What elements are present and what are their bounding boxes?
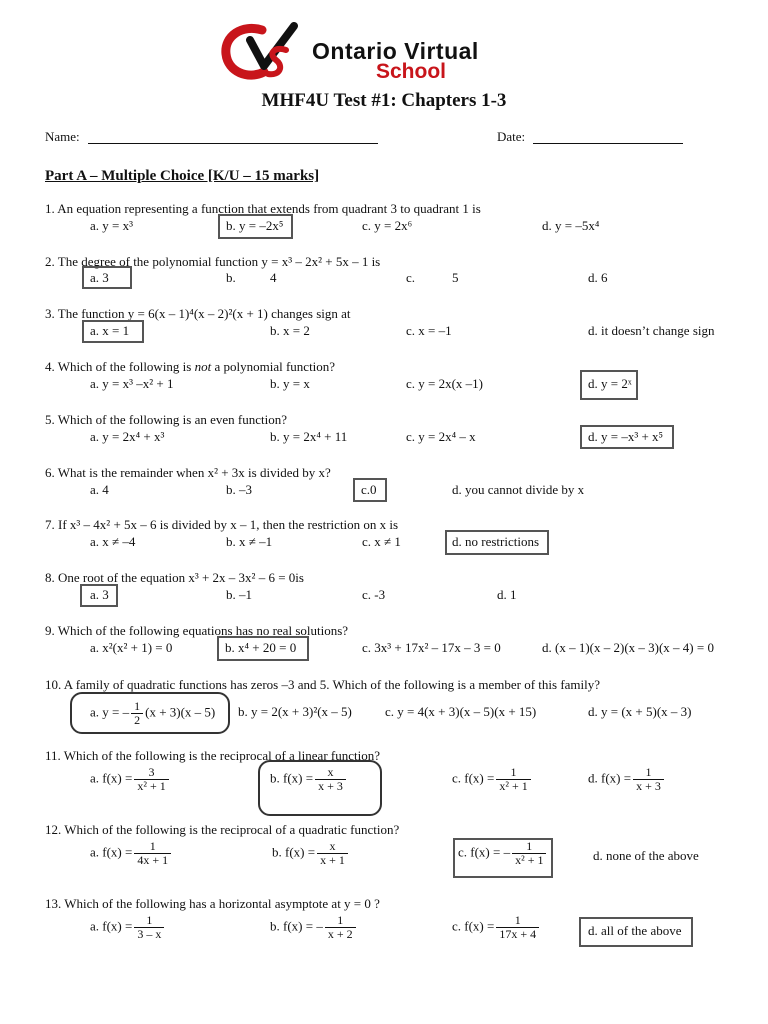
q5-option-d[interactable]: d. y = –x³ + x⁵ xyxy=(588,429,664,444)
q1-option-c[interactable]: c. y = 2x⁶ xyxy=(362,218,413,233)
q7-option-a[interactable]: a. x ≠ –4 xyxy=(90,534,136,549)
q12-c-den: x² + 1 xyxy=(512,853,546,867)
q11-d-fraction xyxy=(633,766,664,793)
q12-b-pre: b. f(x) = xyxy=(272,844,316,860)
q6-option-d[interactable]: d. you cannot divide by x xyxy=(452,482,585,497)
q8-stem: 8. One root of the equation x³ + 2x – 3x² – 6 = 0is xyxy=(45,570,304,585)
q1-option-d[interactable]: d. y = –5x⁴ xyxy=(542,218,600,233)
q11-stem: 11. Which of the following is the reciprocal of a linear function? xyxy=(45,748,380,763)
q5-option-c[interactable]: c. y = 2x⁴ – x xyxy=(406,429,476,444)
q12-b-num: x xyxy=(329,839,336,853)
q13-c-num: 1 xyxy=(514,913,521,927)
q3-stem: 3. The function y = 6(x – 1)⁴(x – 2)²(x + 1) changes sign at xyxy=(45,306,351,321)
q10-option-b[interactable]: b. y = 2(x + 3)²(x – 5) xyxy=(238,704,352,719)
q12-option-d[interactable]: d. none of the above xyxy=(593,848,699,863)
q13-a-fraction xyxy=(134,914,164,941)
q4-option-a[interactable]: a. y = x³ –x² + 1 xyxy=(90,376,174,391)
q4-stem xyxy=(45,359,335,375)
q9-stem: 9. Which of the following equations has no real solutions? xyxy=(45,623,349,638)
q3-option-c[interactable]: c. x = –1 xyxy=(406,323,452,338)
q2-option-b-letter[interactable]: b. xyxy=(226,270,236,285)
q13-b-num: 1 xyxy=(337,913,344,927)
q4-stem-before: 4. Which of the following is xyxy=(45,359,195,374)
q11-d-den: x + 3 xyxy=(633,779,664,793)
q2-option-c-value[interactable]: 5 xyxy=(452,270,459,285)
name-label: Name: xyxy=(45,129,80,144)
q13-option-c[interactable] xyxy=(452,914,541,941)
q7-stem: 7. If x³ – 4x² + 5x – 6 is divided by x – 1, then the restriction on x is xyxy=(45,517,399,532)
test-title: MHF4U Test #1: Chapters 1-3 xyxy=(261,90,507,111)
q13-option-b[interactable] xyxy=(270,914,358,941)
logo-line1: Ontario Virtual xyxy=(312,38,479,64)
q13-c-pre: c. f(x) = xyxy=(452,918,495,934)
q2-option-b-value[interactable]: 4 xyxy=(270,270,277,285)
q2-stem: 2. The degree of the polynomial function y = x³ – 2x² + 5x – 1 is xyxy=(45,254,381,269)
logo-line2: School xyxy=(376,60,447,83)
date-label: Date: xyxy=(497,129,526,144)
q11-a-pre: a. f(x) = xyxy=(90,770,133,786)
q11-c-pre: c. f(x) = xyxy=(452,770,495,786)
q11-a-den: x² + 1 xyxy=(134,779,168,793)
name-field[interactable] xyxy=(88,143,378,144)
q9-option-d[interactable]: d. (x – 1)(x – 2)(x – 3)(x – 4) = 0 xyxy=(542,640,714,655)
q8-option-d[interactable]: d. 1 xyxy=(497,587,517,602)
q2-option-a[interactable]: a. 3 xyxy=(90,270,109,285)
q6-option-b[interactable]: b. –3 xyxy=(226,482,252,497)
q4-option-c[interactable]: c. y = 2x(x –1) xyxy=(406,376,484,391)
q13-stem: 13. Which of the following has a horizontal asymptote at y = 0 ? xyxy=(45,896,380,911)
q4-stem-after: a polynomial function? xyxy=(211,359,336,374)
q4-option-b[interactable]: b. y = x xyxy=(270,376,310,391)
q3-option-b[interactable]: b. x = 2 xyxy=(270,323,310,338)
q8-option-a[interactable]: a. 3 xyxy=(90,587,109,602)
q10-a-num: 1 xyxy=(134,699,141,713)
q11-b-pre: b. f(x) = xyxy=(270,770,314,786)
q12-a-pre: a. f(x) = xyxy=(90,844,133,860)
q12-c-num: 1 xyxy=(526,839,533,853)
logo-mark-icon xyxy=(220,22,310,84)
q11-c-num: 1 xyxy=(510,765,517,779)
q11-option-d[interactable] xyxy=(588,766,666,793)
q4-stem-emphasis: not xyxy=(194,359,212,374)
q4-option-d[interactable]: d. y = 2ˣ xyxy=(588,376,632,391)
q5-option-a[interactable]: a. y = 2x⁴ + x³ xyxy=(90,429,165,444)
q5-option-b[interactable]: b. y = 2x⁴ + 11 xyxy=(270,429,348,444)
q1-option-a[interactable]: a. y = x³ xyxy=(90,218,133,233)
q5-stem: 5. Which of the following is an even function? xyxy=(45,412,288,427)
q10-a-post: (x + 3)(x – 5) xyxy=(145,704,216,720)
q12-stem: 12. Which of the following is the reciprocal of a quadratic function? xyxy=(45,822,400,837)
q1-option-b[interactable]: b. y = –2x⁵ xyxy=(226,218,284,233)
q10-a-fraction xyxy=(131,700,143,727)
q12-option-b[interactable] xyxy=(272,840,350,867)
q13-c-den: 17x + 4 xyxy=(496,927,539,941)
q12-c-fraction xyxy=(512,840,546,867)
q11-c-den: x² + 1 xyxy=(496,779,530,793)
q9-option-a[interactable]: a. x²(x² + 1) = 0 xyxy=(90,640,173,655)
q7-option-d[interactable]: d. no restrictions xyxy=(452,534,540,549)
q11-option-c[interactable] xyxy=(452,766,533,793)
q12-option-a[interactable] xyxy=(90,840,173,867)
q1-stem: 1. An equation representing a function that extends from quadrant 3 to quadrant 1 is xyxy=(45,201,481,216)
q11-option-a[interactable] xyxy=(90,766,171,793)
q6-option-a[interactable]: a. 4 xyxy=(90,482,109,497)
q12-a-fraction xyxy=(134,840,171,867)
q11-d-pre: d. f(x) = xyxy=(588,770,632,786)
q11-b-num: x xyxy=(327,765,334,779)
q11-option-b[interactable] xyxy=(270,766,348,793)
q10-option-c[interactable]: c. y = 4(x + 3)(x – 5)(x + 15) xyxy=(385,704,537,719)
q9-option-c[interactable]: c. 3x³ + 17x² – 17x – 3 = 0 xyxy=(362,640,501,655)
q8-option-b[interactable]: b. –1 xyxy=(226,587,252,602)
q13-a-den: 3 – x xyxy=(134,927,164,941)
q7-option-c[interactable]: c. x ≠ 1 xyxy=(362,534,401,549)
q10-stem: 10. A family of quadratic functions has zeros –3 and 5. Which of the following is a member of this family? xyxy=(45,677,601,692)
q12-a-den: 4x + 1 xyxy=(134,853,171,867)
q12-c-pre: c. f(x) = – xyxy=(458,844,511,860)
part-a-heading: Part A – Multiple Choice [K/U – 15 marks] xyxy=(45,168,320,184)
q3-option-d[interactable]: d. it doesn’t change sign xyxy=(588,323,715,338)
q12-b-fraction xyxy=(317,840,348,867)
q12-option-c[interactable] xyxy=(458,840,548,867)
q10-option-a[interactable] xyxy=(90,700,215,727)
q13-a-num: 1 xyxy=(146,913,153,927)
q8-option-c[interactable]: c. -3 xyxy=(362,587,386,602)
q11-a-fraction xyxy=(134,766,168,793)
school-logo xyxy=(220,22,550,84)
q10-option-d[interactable]: d. y = (x + 5)(x – 3) xyxy=(588,704,692,719)
q11-b-fraction xyxy=(315,766,346,793)
q13-option-a[interactable] xyxy=(90,914,166,941)
q11-b-den: x + 3 xyxy=(315,779,346,793)
q11-d-num: 1 xyxy=(645,765,652,779)
q6-stem: 6. What is the remainder when x² + 3x is divided by x? xyxy=(45,465,331,480)
q2-option-d[interactable]: d. 6 xyxy=(588,270,608,285)
q13-b-den: x + 2 xyxy=(325,927,356,941)
q9-option-b[interactable]: b. x⁴ + 20 = 0 xyxy=(225,640,297,655)
q3-option-a[interactable]: a. x = 1 xyxy=(90,323,130,338)
q11-a-num: 3 xyxy=(148,765,155,779)
q13-option-d[interactable]: d. all of the above xyxy=(588,923,682,938)
q13-a-pre: a. f(x) = xyxy=(90,918,133,934)
date-field[interactable] xyxy=(533,143,683,144)
q2-option-c-letter[interactable]: c. xyxy=(406,270,416,285)
q12-b-den: x + 1 xyxy=(317,853,348,867)
q13-b-fraction xyxy=(325,914,356,941)
q10-a-pre: a. y = – xyxy=(90,704,130,720)
q6-option-c[interactable]: c.0 xyxy=(361,482,377,497)
q13-b-pre: b. f(x) = – xyxy=(270,918,323,934)
q12-a-num: 1 xyxy=(149,839,156,853)
q11-c-fraction xyxy=(496,766,530,793)
q10-a-den: 2 xyxy=(131,713,143,727)
q13-c-fraction xyxy=(496,914,539,941)
q7-option-b[interactable]: b. x ≠ –1 xyxy=(226,534,273,549)
